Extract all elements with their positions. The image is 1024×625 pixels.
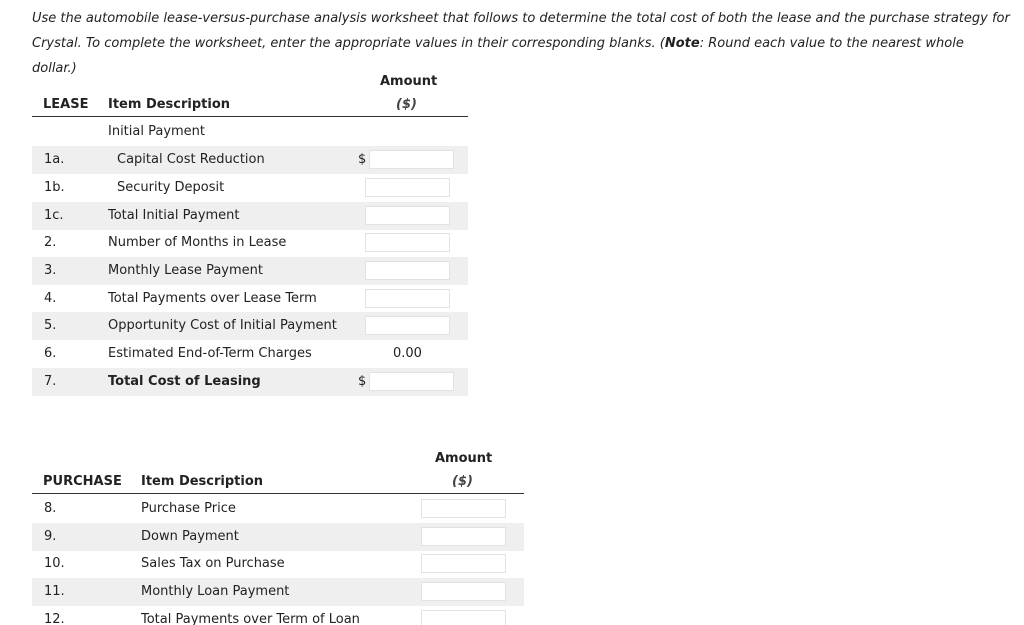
table-row: [32, 229, 468, 257]
row-description: Total Payments over Lease Term: [108, 291, 317, 306]
table-row: [32, 285, 468, 313]
row-number: 5.: [44, 318, 57, 333]
table-row: [32, 578, 524, 606]
total-loan-payments-input[interactable]: [421, 610, 506, 625]
row-number: 12.: [44, 612, 65, 625]
row-number: 10.: [44, 556, 65, 571]
lease-amount-header: Amount: [380, 74, 438, 89]
dollar-sign: $: [358, 152, 367, 167]
row-description: Security Deposit: [117, 180, 225, 195]
row-description: Total Initial Payment: [108, 208, 240, 223]
monthly-lease-payment-input[interactable]: [365, 261, 450, 280]
row-description: Capital Cost Reduction: [117, 152, 265, 167]
row-description: Down Payment: [141, 529, 239, 544]
purchase-price-input[interactable]: [421, 499, 506, 518]
total-cost-of-leasing-input[interactable]: [369, 372, 454, 391]
purchase-section-label: PURCHASE: [43, 474, 122, 489]
dollar-sign: $: [358, 374, 367, 389]
instructions: [32, 6, 1012, 81]
months-in-lease-input[interactable]: [365, 233, 450, 252]
end-of-term-charges-value: 0.00: [393, 346, 422, 361]
security-deposit-input[interactable]: [365, 178, 450, 197]
instructions-text: Use the automobile lease-versus-purchase analysis worksheet that follows to determine the total cost of both the lease and the purchase strategy for Crystal. To complete the worksheet, enter the appropriate values in their corresponding blanks. (: [32, 11, 1010, 51]
row-description: Number of Months in Lease: [108, 235, 287, 250]
row-number: 1a.: [44, 152, 65, 167]
row-description: Monthly Loan Payment: [141, 584, 290, 599]
lease-amount-unit: ($): [396, 97, 417, 112]
opportunity-cost-input[interactable]: [365, 316, 450, 335]
row-description: Purchase Price: [141, 501, 236, 516]
table-row: [32, 202, 468, 230]
row-number: 2.: [44, 235, 57, 250]
table-row: [32, 174, 468, 202]
row-description: Estimated End-of-Term Charges: [108, 346, 312, 361]
total-initial-payment-input[interactable]: [365, 206, 450, 225]
table-row: [32, 368, 468, 396]
row-description: Monthly Lease Payment: [108, 263, 263, 278]
lease-item-header: Item Description: [108, 97, 231, 112]
table-row: [32, 312, 468, 340]
purchase-amount-header: Amount: [435, 451, 493, 466]
row-number: 4.: [44, 291, 57, 306]
capital-cost-reduction-input[interactable]: [369, 150, 454, 169]
lease-subheading-row: [32, 118, 468, 146]
lease-subheading: Initial Payment: [108, 124, 206, 139]
table-row: [32, 495, 524, 523]
lease-section-label: LEASE: [43, 97, 89, 112]
row-number: 1b.: [44, 180, 65, 195]
sales-tax-input[interactable]: [421, 554, 506, 573]
row-description: Total Cost of Leasing: [108, 374, 261, 389]
row-description: Total Payments over Term of Loan: [141, 612, 360, 625]
note-label: Note: [664, 36, 700, 51]
lease-header-rule: [32, 116, 468, 117]
row-number: 8.: [44, 501, 57, 516]
row-number: 11.: [44, 584, 65, 599]
purchase-header-rule: [32, 493, 524, 494]
row-number: 3.: [44, 263, 57, 278]
row-number: 6.: [44, 346, 57, 361]
table-row: [32, 523, 524, 551]
total-lease-payments-input[interactable]: [365, 289, 450, 308]
row-description: Opportunity Cost of Initial Payment: [108, 318, 337, 333]
row-number: 7.: [44, 374, 57, 389]
monthly-loan-payment-input[interactable]: [421, 582, 506, 601]
instructions-note-text: : Round each value to the nearest whole dollar.): [32, 36, 964, 76]
purchase-item-header: Item Description: [141, 474, 264, 489]
table-row: [32, 606, 524, 625]
table-row: [32, 146, 468, 174]
table-row: [32, 340, 468, 368]
table-row: [32, 257, 468, 285]
purchase-amount-unit: ($): [452, 474, 473, 489]
row-number: 1c.: [44, 208, 64, 223]
down-payment-input[interactable]: [421, 527, 506, 546]
row-description: Sales Tax on Purchase: [141, 556, 285, 571]
row-number: 9.: [44, 529, 57, 544]
table-row: [32, 550, 524, 578]
